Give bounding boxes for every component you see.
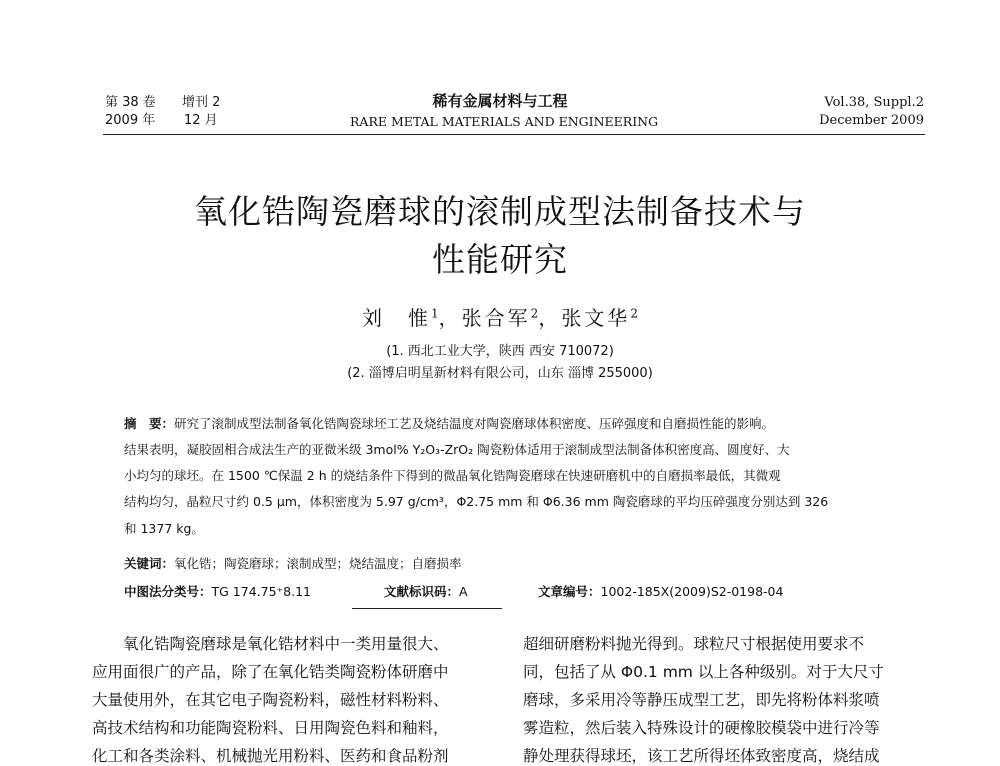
body-left-line-4: 高技术结构和功能陶瓷粉料、日用陶瓷色料和釉料，	[92, 719, 449, 737]
author-2-affil: 2	[530, 306, 539, 321]
header-volume: 第 38 卷	[105, 95, 156, 110]
doc-label: 文献标识码：	[384, 584, 460, 599]
abstract-label: 摘 要：	[124, 416, 175, 431]
keywords-label: 关键词：	[124, 556, 175, 571]
header-volume-en: Vol.38, Suppl.2	[824, 95, 924, 110]
clc-label: 中图法分类号：	[124, 584, 212, 599]
affiliation-1: (1. 西北工业大学，陕西 西安 710072)	[386, 344, 614, 359]
header-year: 2009 年	[105, 113, 156, 128]
author-list	[0, 302, 1000, 331]
author-separator: ，	[538, 306, 562, 330]
paper-title-line1: 氧化锆陶瓷磨球的滚制成型法制备技术与	[194, 192, 806, 231]
body-right-line-3: 磨球，多采用冷等静压成型工艺，即先将粉体料浆喷	[523, 691, 880, 709]
author-separator: ，	[438, 306, 462, 330]
abstract-line-4: 结构均匀，晶粒尺寸约 0.5 μm，体积密度为 5.97 g/cm³，Φ2.75 mm 和 Φ6.36 mm 陶瓷磨球的平均压碎强度分别达到 326	[124, 494, 829, 509]
author-2: 张合军	[461, 306, 531, 330]
author-1-affil: 1	[431, 306, 439, 321]
author-3: 张文华	[561, 306, 631, 330]
body-right-line-1: 超细研磨粉料抛光得到。球粒尺寸根据使用要求不	[523, 635, 865, 653]
abstract-end-rule	[352, 608, 502, 609]
author-1: 刘 惟	[362, 306, 432, 330]
body-left-line-1: 氧化锆陶瓷磨球是氧化锆材料中一类用量很大、	[92, 635, 449, 653]
abstract-line-2: 结果表明，凝胶固相合成法生产的亚微米级 3mol% Y₂O₃-ZrO₂ 陶瓷粉体适用于滚制成型法制备体积密度高、圆度好、大	[124, 442, 790, 457]
body-right-line-4: 雾造粒，然后装入特殊设计的硬橡胶模袋中进行冷等	[523, 719, 880, 737]
clc-number	[124, 584, 311, 600]
abstract-line-1	[124, 416, 774, 432]
keywords-text: 氧化锆；陶瓷磨球；滚制成型；烧结温度；自磨损率	[174, 556, 462, 571]
article-number	[538, 584, 783, 600]
journal-title-en: RARE METAL MATERIALS AND ENGINEERING	[350, 114, 659, 129]
abstract-line-3: 小均匀的球坯。在 1500 ℃保温 2 h 的烧结条件下得到的微晶氧化锆陶瓷磨球在快速研磨机中的自磨损率最低，其微观	[124, 468, 781, 483]
header-month: 12 月	[184, 113, 218, 128]
keywords	[124, 556, 462, 572]
clc-value: TG 174.75⁺8.11	[211, 584, 311, 599]
author-3-affil: 2	[630, 306, 638, 321]
paper-title-line2: 性能研究	[432, 240, 568, 279]
header-rule	[103, 134, 925, 135]
doc-value: A	[459, 584, 468, 599]
body-left-line-5: 化工和各类涂料、机械抛光用粉料、医药和食品粉剂	[92, 747, 449, 765]
affiliation-2: (2. 淄博启明星新材料有限公司，山东 淄博 255000)	[347, 366, 653, 381]
abstract-line-5: 和 1377 kg。	[124, 521, 204, 536]
header-date-en: December 2009	[819, 113, 924, 128]
document-code	[384, 584, 468, 600]
header-issue: 增刊 2	[182, 95, 221, 110]
article-value: 1002-185X(2009)S2-0198-04	[600, 584, 784, 599]
body-left-line-2: 应用面很广的产品，除了在氧化锆类陶瓷粉体研磨中	[92, 663, 449, 681]
body-left-line-3: 大量使用外，在其它电子陶瓷粉料，磁性材料粉料、	[92, 691, 449, 709]
body-right-line-2: 同，包括了从 Φ0.1 mm 以上各种级别。对于大尺寸	[523, 663, 884, 681]
article-label: 文章编号：	[538, 584, 601, 599]
journal-title-cn: 稀有金属材料与工程	[432, 92, 568, 110]
body-right-line-5: 静处理获得球坯，该工艺所得坯体致密度高，烧结成	[523, 747, 880, 765]
abstract-text: 研究了滚制成型法制备氧化锆陶瓷球坯工艺及烧结温度对陶瓷磨球体积密度、压碎强度和自磨损性能的影响。	[174, 416, 775, 431]
